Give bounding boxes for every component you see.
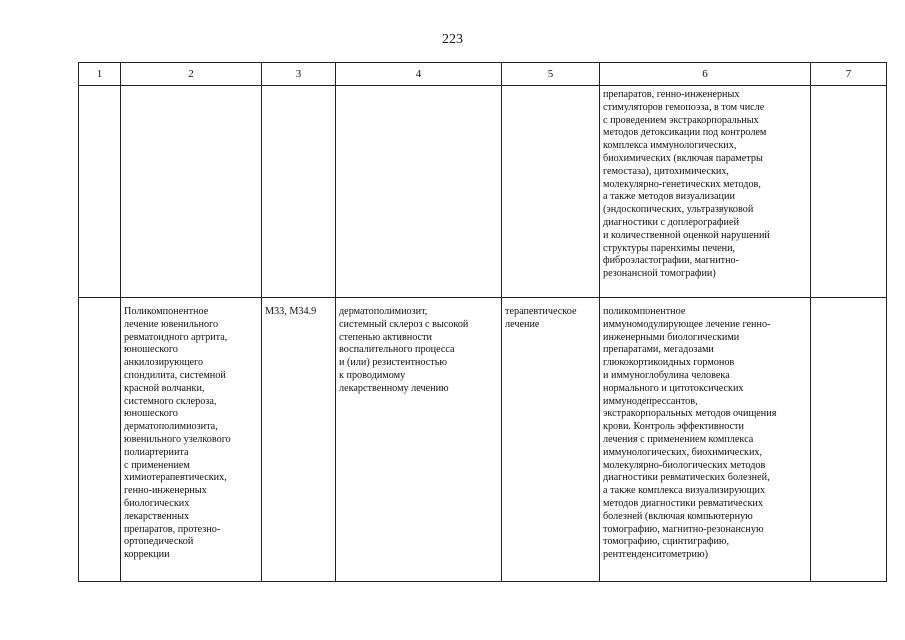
page-number: 223	[442, 32, 463, 47]
table-cell	[262, 86, 336, 298]
treatment-methods-cell: поликомпонентное иммуномодулирующее лечение генно- инженерными биологическими препаратами, мегадозами глюкокортикоидных гормонов и иммуноглобулина человека нормального и цитотоксических иммунодепрессантов, экстракорпоральных методов очищения крови. Контроль эффективности лечения с применением комплекса иммунологических, биохимических, молекулярно-биологических методов диагностики ревматических болезней, а также комплекса визуализирующих методов диагностики ревматических болезней (включая компьютерную томографию, магнитно-резонансную томографию, сцинтиграфию, рентгенденситометрию)	[600, 298, 811, 582]
table-cell	[79, 86, 121, 298]
column-header-3: 3	[262, 63, 336, 86]
table-cell	[502, 86, 600, 298]
header-row	[79, 63, 887, 86]
regulation-table	[78, 62, 887, 582]
table-cell	[121, 86, 262, 298]
table-cell	[336, 86, 502, 298]
treatment-methods-cell: препаратов, генно-инженерных стимуляторов гемопоэза, в том числе с проведением экстракорпоральных методов детоксикации под контролем комплекса иммунологических, биохимических (включая параметры гемостаза), цитохимических, молекулярно-генетических методов, а также методов визуализации (эндоскопических, ультразвуковой диагностики с доплерографией и количественной оценкой нарушений структуры паренхимы печени, фиброэластографии, магнитно- резонансной томографии)	[600, 86, 811, 298]
column-header-4: 4	[336, 63, 502, 86]
table-row	[79, 298, 887, 582]
table-cell	[811, 298, 887, 582]
treatment-name-cell: Поликомпонентное лечение ювенильного ревматоидного артрита, юношеского анкилозирующего спондилита, системной красной волчанки, системного склероза, юношеского дерматополимиозита, ювенильного узелкового полиартериита с применением химиотерапевтических, генно-инженерных биологических лекарственных препаратов, протезно- ортопедической коррекции	[121, 298, 262, 582]
table-cell	[811, 86, 887, 298]
patient-model-cell: дерматополимиозит, системный склероз с высокой степенью активности воспалительного процесса и (или) резистентностью к проводимому лекарственному лечению	[336, 298, 502, 582]
column-header-5: 5	[502, 63, 600, 86]
column-header-1: 1	[79, 63, 121, 86]
column-header-7: 7	[811, 63, 887, 86]
column-header-2: 2	[121, 63, 262, 86]
table-row	[79, 86, 887, 298]
treatment-type-cell: терапевтическое лечение	[502, 298, 600, 582]
table-cell	[79, 298, 121, 582]
column-header-6: 6	[600, 63, 811, 86]
icd-code-cell: M33, M34.9	[262, 298, 336, 582]
